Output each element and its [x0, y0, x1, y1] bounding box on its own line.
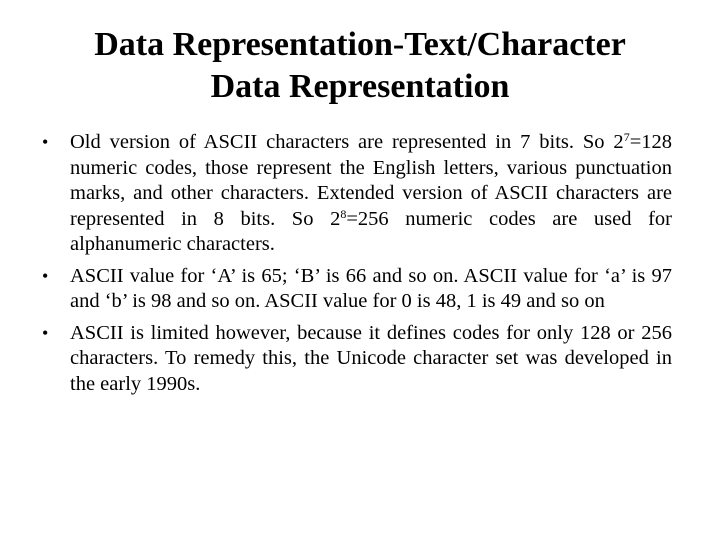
slide-title-line-2: Data Representation — [210, 68, 510, 105]
bullet-marker: • — [42, 265, 49, 286]
exponent: 8 — [340, 206, 347, 221]
bullet-text-part: Old version of ASCII characters are represented in 7 bits. So 2 — [70, 131, 624, 153]
bullet-item-ascii-limits — [30, 321, 672, 398]
bullet-marker: • — [42, 322, 49, 343]
bullet-text-part: =128 numeric codes, those represent the English letters, various punctuation marks, and other characters. Extended version of ASCII characters are represented in 8 bits. So 2 — [70, 131, 672, 230]
bullet-text: ASCII is limited however, because it defines codes for only 128 or 256 characters. To remedy this, the Unicode character set was developed in the early 1990s. — [70, 321, 672, 395]
slide-title-line-1: Data Representation-Text/Character — [94, 26, 626, 63]
slide-title — [20, 24, 700, 108]
bullet-text: ASCII value for ‘A’ is 65; ‘B’ is 66 and so on. ASCII value for ‘a’ is 97 and ‘b’ is 98 and so on. ASCII value for 0 is 48, 1 is 49 and so on — [70, 264, 672, 312]
bullet-item-ascii-bits — [30, 130, 672, 258]
exponent: 7 — [623, 130, 630, 144]
bullet-text-part: =256 numeric codes are used for alphanumeric characters. — [70, 207, 672, 255]
bullet-text — [70, 131, 672, 255]
bullet-item-ascii-values — [30, 264, 672, 315]
bullet-marker: • — [42, 132, 49, 152]
bullet-list — [30, 130, 672, 403]
